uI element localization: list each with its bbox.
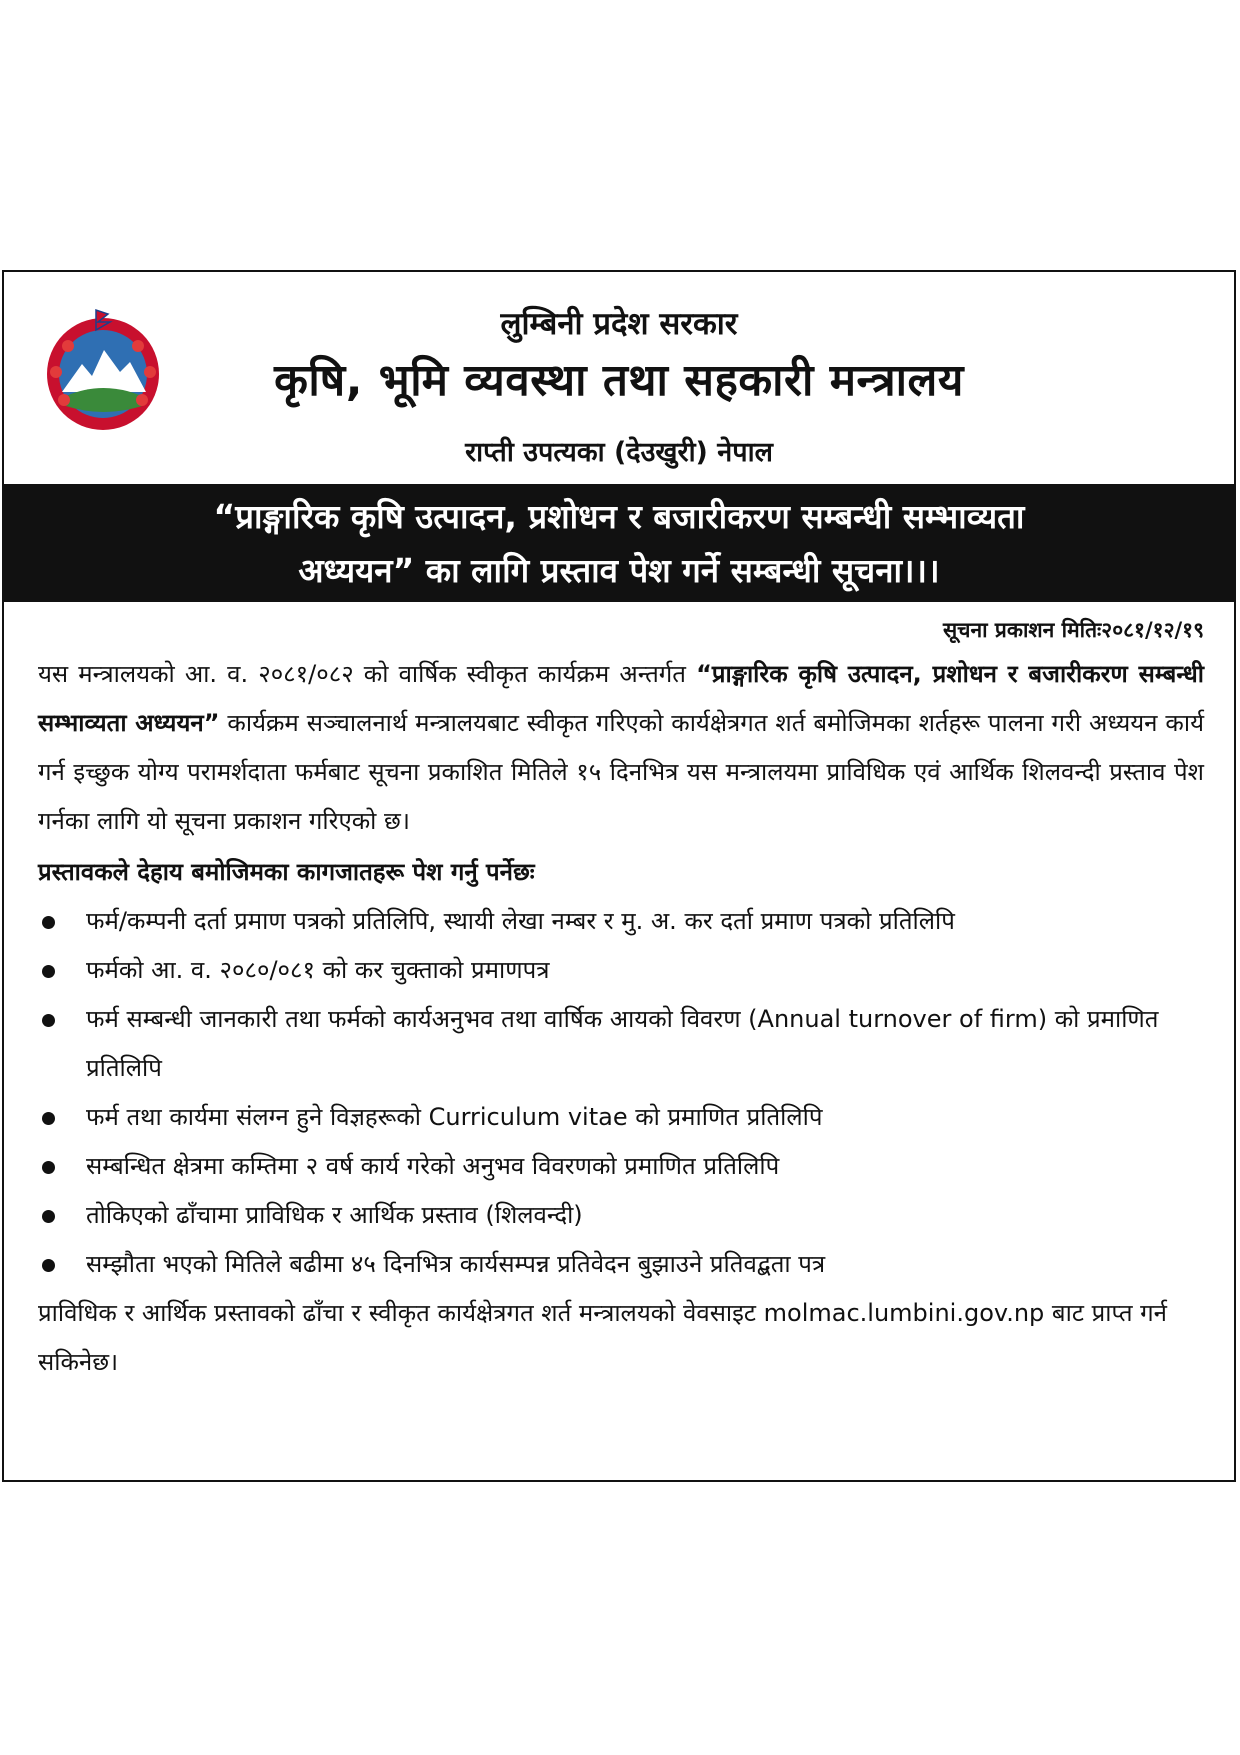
list-item-text: फर्म/कम्पनी दर्ता प्रमाण पत्रको प्रतिलिपि, स्थायी लेखा नम्बर र मु. अ. कर दर्ता प्रमाण पत्रको प्रतिलिपि <box>86 907 955 935</box>
list-item <box>38 1191 1204 1240</box>
list-item-text: तोकिएको ढाँचामा प्राविधिक र आर्थिक प्रस्ताव (शिलवन्दी) <box>86 1201 583 1229</box>
list-item <box>38 1240 1204 1289</box>
list-item-text: सम्झौता भएको मितिले बढीमा ४५ दिनभित्र कार्यसम्पन्न प्रतिवेदन बुझाउने प्रतिवद्बता पत्र <box>86 1250 826 1278</box>
list-item-text: फर्म सम्बन्धी जानकारी तथा फर्मको कार्यअनुभव तथा वार्षिक आयको विवरण (Annual turnover of firm) को प्रमाणित प्रतिलिपि <box>86 1005 1159 1082</box>
program-title: “प्राङ्गारिक कृषि उत्पादन, प्रशोधन र बजारीकरण सम्बन्धी सम्भाव्यता अध्ययन” <box>38 660 1204 737</box>
documents-list <box>38 897 1204 1289</box>
list-item <box>38 897 1204 946</box>
list-item <box>38 995 1204 1093</box>
ministry-location: राप्ती उपत्यका (देउखुरी) नेपाल <box>465 437 773 468</box>
banner-line-2: अध्ययन” का लागि प्रस्ताव पेश गर्ने सम्बन्धी सूचना।।। <box>298 551 940 590</box>
notice-box <box>2 270 1236 1482</box>
bullet-icon <box>42 1259 55 1272</box>
main-paragraph <box>38 650 1204 846</box>
ministry-name: कृषि, भूमि व्यवस्था तथा सहकारी मन्त्रालय <box>274 355 964 406</box>
government-name: लुम्बिनी प्रदेश सरकार <box>500 306 738 342</box>
notice-title-banner <box>4 484 1234 602</box>
paragraph-part-2: कार्यक्रम सञ्चालनार्थ मन्त्रालयबाट स्वीकृत गरिएको कार्यक्षेत्रगत शर्त बमोजिमका शर्तहरू पालना गरी अध्ययन कार्य गर्न इच्छुक योग्य परामर्शदाता फर्मबाट सूचना प्रकाशित मितिले १५ दिनभित्र यस मन्त्रालयमा प्राविधिक एवं आर्थिक शिलवन्दी प्रस्ताव पेश गर्नका लागि यो सूचना प्रकाशन गरिएको छ। <box>38 709 1205 835</box>
bullet-icon <box>42 1014 55 1027</box>
paragraph-part-1: यस मन्त्रालयको आ. व. २०८१/०८२ को वार्षिक स्वीकृत कार्यक्रम अन्तर्गत <box>38 660 697 688</box>
bullet-icon <box>42 965 55 978</box>
bullet-icon <box>42 916 55 929</box>
list-item-text: सम्बन्धित क्षेत्रमा कम्तिमा २ वर्ष कार्य गरेको अनुभव विवरणको प्रमाणित प्रतिलिपि <box>86 1152 780 1180</box>
notice-header <box>4 272 1234 484</box>
bullet-icon <box>42 1161 55 1174</box>
list-item-text: फर्म तथा कार्यमा संलग्न हुने विज्ञहरूको Curriculum vitae को प्रमाणित प्रतिलिपि <box>86 1103 823 1131</box>
bullet-icon <box>42 1112 55 1125</box>
list-item <box>38 946 1204 995</box>
publication-date: सूचना प्रकाशन मितिः२०८१/१२/१९ <box>942 618 1204 642</box>
bullet-icon <box>42 1210 55 1223</box>
list-item <box>38 1142 1204 1191</box>
documents-intro: प्रस्तावकले देहाय बमोजिमका कागजातहरू पेश गर्नु पर्नेछः <box>38 858 535 886</box>
list-item <box>38 1093 1204 1142</box>
banner-line-1: “प्राङ्गारिक कृषि उत्पादन, प्रशोधन र बजारीकरण सम्बन्धी सम्भाव्यता <box>213 497 1025 536</box>
notice-body <box>4 642 1234 1387</box>
list-item-text: फर्मको आ. व. २०८०/०८१ को कर चुक्ताको प्रमाणपत्र <box>86 956 550 984</box>
closing-paragraph: प्राविधिक र आर्थिक प्रस्तावको ढाँचा र स्वीकृत कार्यक्षेत्रगत शर्त मन्त्रालयको वेवसाइट molmac.lumbini.gov.np बाट प्राप्त गर्न सकिनेछ। <box>38 1299 1167 1376</box>
